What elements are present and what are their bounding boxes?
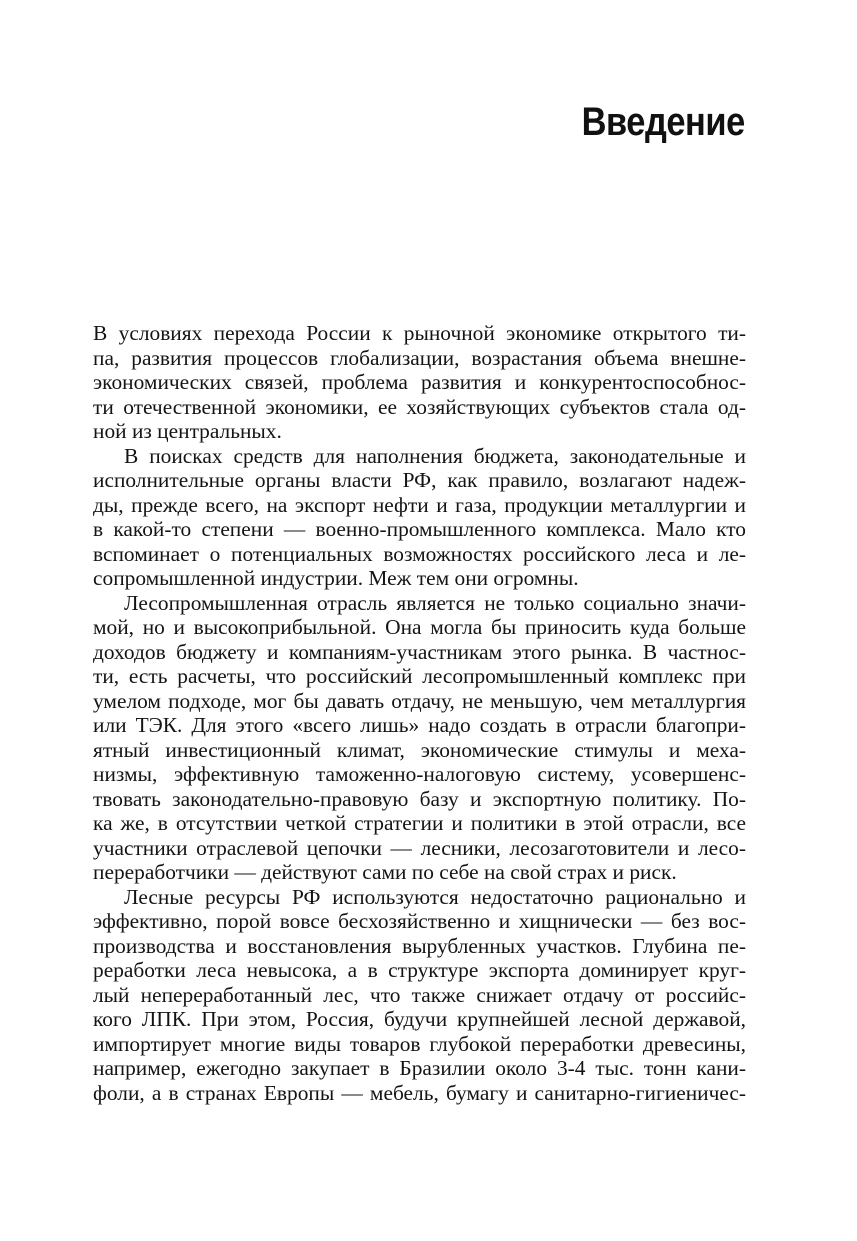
paragraph	[93, 444, 746, 591]
text-line: Лесопромышленная отрасль является не только социально значи-	[124, 590, 746, 615]
text-line: исполнительные органы власти РФ, как правило, возлагают надеж-	[93, 468, 746, 492]
text-line: умелом подходе, мог бы давать отдачу, не меньшую, чем металлургия	[93, 688, 746, 713]
text-line: или ТЭК. Для этого «всего лишь» надо создать в отрасли благопри-	[93, 713, 746, 737]
text-line: экономических связей, проблема развития и конкурентоспособнос-	[93, 370, 746, 394]
text-line: ды, прежде всего, на экспорт нефти и газа, продукции металлургии и	[93, 492, 746, 517]
text-line: вспоминает о потенциальных возможностях российского леса и ле-	[93, 541, 746, 566]
text-line: В условиях перехода России к рыночной экономике открытого ти-	[93, 321, 746, 345]
paragraph	[93, 885, 746, 1106]
text-line: реработки леса невысока, а в структуре экспорта доминирует круг-	[93, 958, 746, 982]
text-line: импортирует многие виды товаров глубокой переработки древесины,	[93, 1031, 746, 1056]
text-line: ятный инвестиционный климат, экономические стимулы и меха-	[93, 737, 746, 762]
text-line: Лесные ресурсы РФ используются недостаточно рационально и	[124, 884, 746, 909]
text-line: фоли, а в странах Европы — мебель, бумагу и санитарно-гигиеничес-	[93, 1080, 746, 1105]
text-line: участники отраслевой цепочки — лесники, лесозаготовители и лесо-	[93, 835, 746, 860]
text-line: твовать законодательно-правовую базу и экспортную политику. По-	[93, 786, 746, 811]
text-line: ти отечественной экономики, ее хозяйствующих субъектов стала од-	[93, 394, 746, 419]
text-line: В поисках средств для наполнения бюджета, законодательные и	[124, 443, 746, 468]
text-line: производства и восстановления вырубленных участков. Глубина пе-	[93, 933, 746, 958]
text-line: мой, но и высокоприбыльной. Она могла бы приносить куда больше	[93, 615, 746, 639]
text-line: па, развития процессов глобализации, возрастания объема внешне-	[93, 345, 746, 370]
body-text	[93, 321, 746, 1105]
text-line: эффективно, порой вовсе бесхозяйственно и хищнически — без вос-	[93, 909, 746, 933]
text-line: в какой-то степени — военно-промышленного комплекса. Мало кто	[93, 517, 746, 541]
text-line: переработчики — действуют сами по себе на свой страх и риск.	[93, 860, 677, 884]
text-line: ной из центральных.	[93, 419, 282, 443]
text-line: лый непереработанный лес, что также снижает отдачу от российс-	[93, 982, 746, 1007]
text-line: сопромышленной индустрии. Меж тем они огромны.	[93, 566, 579, 590]
text-line: низмы, эффективную таможенно-налоговую систему, усовершенс-	[93, 762, 746, 786]
paragraph	[93, 591, 746, 885]
paragraph	[93, 321, 746, 444]
text-line: ка же, в отсутствии четкой стратегии и политики в этой отрасли, все	[93, 811, 746, 835]
text-line: ти, есть расчеты, что российский лесопромышленный комплекс при	[93, 664, 746, 688]
text-line: доходов бюджету и компаниям-участникам этого рынка. В частнос-	[93, 639, 746, 664]
text-line: например, ежегодно закупает в Бразилии около 3-4 тыс. тонн кани-	[93, 1056, 746, 1080]
text-line: кого ЛПК. При этом, Россия, будучи крупнейшей лесной державой,	[93, 1007, 746, 1031]
chapter-heading: Введение	[581, 100, 745, 144]
